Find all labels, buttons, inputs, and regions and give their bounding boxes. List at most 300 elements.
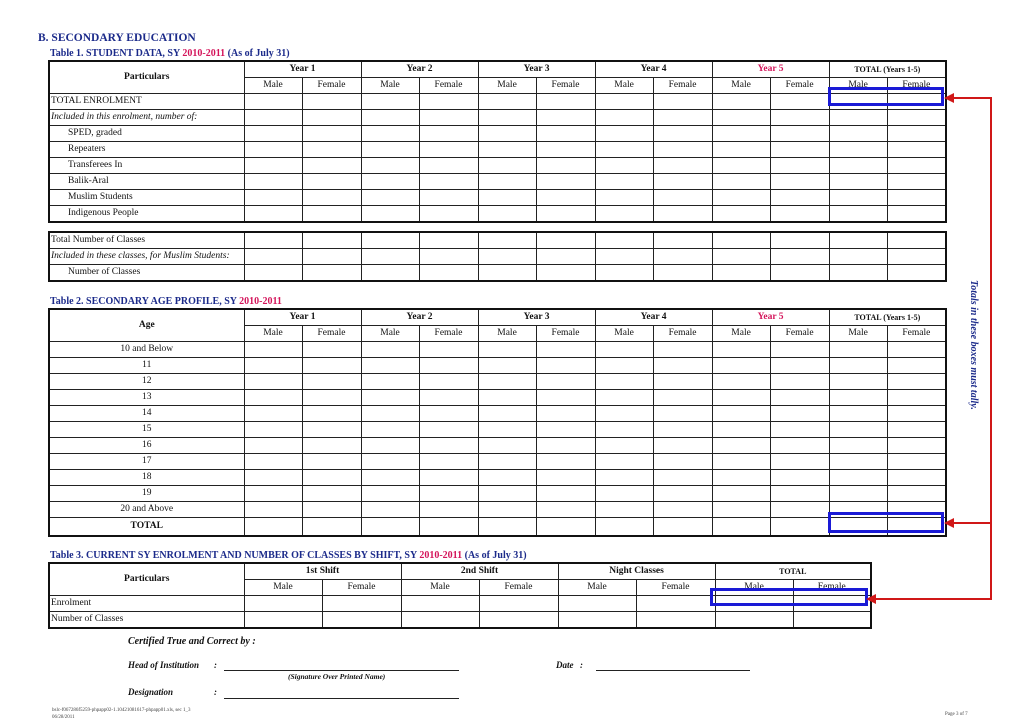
data-cell[interactable] — [419, 422, 478, 438]
data-cell[interactable] — [595, 174, 653, 190]
data-cell[interactable] — [478, 502, 536, 518]
data-cell[interactable] — [361, 374, 419, 390]
data-cell[interactable] — [770, 358, 829, 374]
data-cell[interactable] — [595, 232, 653, 249]
data-cell[interactable] — [770, 406, 829, 422]
data-cell[interactable] — [361, 470, 419, 486]
data-cell[interactable] — [536, 342, 595, 358]
data-cell[interactable] — [244, 422, 302, 438]
age-label: 15 — [49, 422, 244, 438]
data-cell[interactable] — [302, 486, 361, 502]
data-cell[interactable] — [829, 342, 887, 358]
data-cell[interactable] — [829, 390, 887, 406]
data-cell[interactable] — [595, 206, 653, 223]
data-cell[interactable] — [361, 422, 419, 438]
data-cell[interactable] — [829, 206, 887, 223]
data-cell[interactable] — [770, 110, 829, 126]
data-cell[interactable] — [478, 454, 536, 470]
data-cell[interactable] — [712, 190, 770, 206]
data-cell[interactable] — [770, 390, 829, 406]
data-cell[interactable] — [829, 232, 887, 249]
table-row — [49, 110, 946, 126]
data-cell[interactable] — [770, 518, 829, 536]
data-cell[interactable] — [887, 422, 946, 438]
designation-line[interactable] — [224, 698, 459, 699]
female-header: Female — [653, 78, 712, 94]
data-cell[interactable] — [595, 406, 653, 422]
data-cell[interactable] — [419, 158, 478, 174]
data-cell[interactable] — [887, 232, 946, 249]
data-cell[interactable] — [770, 454, 829, 470]
data-cell[interactable] — [361, 438, 419, 454]
data-cell[interactable] — [244, 126, 302, 142]
data-cell[interactable] — [636, 596, 715, 612]
data-cell[interactable] — [712, 232, 770, 249]
data-cell[interactable] — [244, 518, 302, 536]
data-cell[interactable] — [302, 142, 361, 158]
data-cell[interactable] — [712, 470, 770, 486]
data-cell[interactable] — [478, 94, 536, 110]
data-cell[interactable] — [793, 612, 871, 629]
data-cell[interactable] — [653, 249, 712, 265]
data-cell[interactable] — [244, 94, 302, 110]
data-cell[interactable] — [361, 110, 419, 126]
data-cell[interactable] — [478, 486, 536, 502]
data-cell[interactable] — [595, 454, 653, 470]
data-cell[interactable] — [361, 342, 419, 358]
data-cell[interactable] — [653, 94, 712, 110]
data-cell[interactable] — [595, 126, 653, 142]
year3-header: Year 3 — [478, 309, 595, 326]
data-cell[interactable] — [829, 265, 887, 282]
data-cell[interactable] — [558, 596, 636, 612]
data-cell[interactable] — [478, 374, 536, 390]
data-cell[interactable] — [401, 596, 479, 612]
female-header: Female — [479, 580, 558, 596]
data-cell[interactable] — [244, 596, 322, 612]
data-cell[interactable] — [419, 249, 478, 265]
data-cell[interactable] — [302, 174, 361, 190]
data-cell[interactable] — [361, 190, 419, 206]
data-cell[interactable] — [653, 158, 712, 174]
data-cell[interactable] — [770, 486, 829, 502]
data-cell[interactable] — [244, 342, 302, 358]
data-cell[interactable] — [829, 454, 887, 470]
date-line[interactable] — [596, 670, 750, 671]
data-cell[interactable] — [244, 454, 302, 470]
data-cell[interactable] — [770, 422, 829, 438]
data-cell[interactable] — [712, 486, 770, 502]
data-cell[interactable] — [302, 454, 361, 470]
data-cell[interactable] — [479, 596, 558, 612]
data-cell[interactable] — [244, 438, 302, 454]
data-cell[interactable] — [244, 470, 302, 486]
data-cell[interactable] — [478, 422, 536, 438]
data-cell[interactable] — [887, 190, 946, 206]
data-cell[interactable] — [536, 94, 595, 110]
data-cell[interactable] — [887, 454, 946, 470]
data-cell[interactable] — [244, 249, 302, 265]
data-cell[interactable] — [478, 110, 536, 126]
data-cell[interactable] — [302, 374, 361, 390]
data-cell[interactable] — [712, 110, 770, 126]
data-cell[interactable] — [419, 190, 478, 206]
data-cell[interactable] — [536, 249, 595, 265]
data-cell[interactable] — [712, 174, 770, 190]
data-cell[interactable] — [653, 406, 712, 422]
data-cell[interactable] — [478, 438, 536, 454]
data-cell[interactable] — [653, 110, 712, 126]
data-cell[interactable] — [419, 454, 478, 470]
data-cell[interactable] — [770, 232, 829, 249]
data-cell[interactable] — [401, 612, 479, 629]
data-cell[interactable] — [419, 232, 478, 249]
data-cell[interactable] — [829, 142, 887, 158]
data-cell[interactable] — [595, 518, 653, 536]
data-cell[interactable] — [302, 265, 361, 282]
data-cell[interactable] — [595, 249, 653, 265]
data-cell[interactable] — [302, 158, 361, 174]
data-cell[interactable] — [770, 174, 829, 190]
data-cell[interactable] — [536, 486, 595, 502]
data-cell[interactable] — [829, 470, 887, 486]
data-cell[interactable] — [595, 374, 653, 390]
data-cell[interactable] — [829, 249, 887, 265]
data-cell[interactable] — [244, 206, 302, 223]
data-cell[interactable] — [887, 438, 946, 454]
data-cell[interactable] — [244, 110, 302, 126]
data-cell[interactable] — [595, 94, 653, 110]
data-cell[interactable] — [887, 206, 946, 223]
data-cell[interactable] — [653, 470, 712, 486]
data-cell[interactable] — [302, 502, 361, 518]
data-cell[interactable] — [887, 265, 946, 282]
data-cell[interactable] — [536, 518, 595, 536]
data-cell[interactable] — [595, 358, 653, 374]
data-cell[interactable] — [361, 249, 419, 265]
data-cell[interactable] — [595, 342, 653, 358]
data-cell[interactable] — [361, 390, 419, 406]
data-cell[interactable] — [478, 190, 536, 206]
data-cell[interactable] — [244, 174, 302, 190]
data-cell[interactable] — [653, 454, 712, 470]
data-cell[interactable] — [770, 438, 829, 454]
data-cell[interactable] — [302, 342, 361, 358]
data-cell[interactable] — [829, 158, 887, 174]
data-cell[interactable] — [244, 502, 302, 518]
data-cell[interactable] — [536, 174, 595, 190]
data-cell[interactable] — [302, 126, 361, 142]
data-cell[interactable] — [653, 265, 712, 282]
data-cell[interactable] — [770, 158, 829, 174]
data-cell[interactable] — [770, 190, 829, 206]
data-cell[interactable] — [536, 454, 595, 470]
data-cell[interactable] — [361, 265, 419, 282]
data-cell[interactable] — [887, 486, 946, 502]
data-cell[interactable] — [302, 94, 361, 110]
data-cell[interactable] — [322, 612, 401, 629]
data-cell[interactable] — [419, 206, 478, 223]
table-row — [49, 612, 871, 629]
data-cell[interactable] — [770, 142, 829, 158]
data-cell[interactable] — [244, 406, 302, 422]
data-cell[interactable] — [712, 502, 770, 518]
data-cell[interactable] — [653, 390, 712, 406]
data-cell[interactable] — [302, 390, 361, 406]
data-cell[interactable] — [478, 158, 536, 174]
data-cell[interactable] — [770, 265, 829, 282]
data-cell[interactable] — [536, 158, 595, 174]
data-cell[interactable] — [478, 518, 536, 536]
data-cell[interactable] — [887, 342, 946, 358]
data-cell[interactable] — [536, 232, 595, 249]
data-cell[interactable] — [653, 174, 712, 190]
data-cell[interactable] — [712, 438, 770, 454]
data-cell[interactable] — [712, 158, 770, 174]
tally-connector-bottom — [874, 598, 992, 600]
data-cell[interactable] — [536, 142, 595, 158]
data-cell[interactable] — [302, 206, 361, 223]
data-cell[interactable] — [829, 374, 887, 390]
signature-caption: (Signature Over Printed Name) — [288, 672, 386, 681]
data-cell[interactable] — [244, 190, 302, 206]
data-cell[interactable] — [361, 158, 419, 174]
data-cell[interactable] — [419, 94, 478, 110]
data-cell[interactable] — [419, 174, 478, 190]
data-cell[interactable] — [887, 142, 946, 158]
data-cell[interactable] — [829, 110, 887, 126]
data-cell[interactable] — [653, 422, 712, 438]
data-cell[interactable] — [478, 126, 536, 142]
data-cell[interactable] — [478, 390, 536, 406]
data-cell[interactable] — [712, 518, 770, 536]
data-cell[interactable] — [478, 406, 536, 422]
data-cell[interactable] — [302, 518, 361, 536]
data-cell[interactable] — [478, 265, 536, 282]
data-cell[interactable] — [770, 206, 829, 223]
data-cell[interactable] — [244, 265, 302, 282]
data-cell[interactable] — [715, 612, 793, 629]
data-cell[interactable] — [536, 502, 595, 518]
data-cell[interactable] — [636, 612, 715, 629]
data-cell[interactable] — [536, 438, 595, 454]
data-cell[interactable] — [478, 249, 536, 265]
data-cell[interactable] — [558, 612, 636, 629]
data-cell[interactable] — [361, 94, 419, 110]
data-cell[interactable] — [770, 342, 829, 358]
data-cell[interactable] — [829, 126, 887, 142]
data-cell[interactable] — [712, 422, 770, 438]
head-signature-line[interactable] — [224, 670, 459, 671]
data-cell[interactable] — [653, 142, 712, 158]
data-cell[interactable] — [361, 142, 419, 158]
data-cell[interactable] — [244, 612, 322, 629]
data-cell[interactable] — [302, 422, 361, 438]
data-cell[interactable] — [887, 158, 946, 174]
data-cell[interactable] — [653, 342, 712, 358]
data-cell[interactable] — [419, 406, 478, 422]
data-cell[interactable] — [887, 358, 946, 374]
data-cell[interactable] — [712, 142, 770, 158]
data-cell[interactable] — [653, 358, 712, 374]
data-cell[interactable] — [244, 158, 302, 174]
data-cell[interactable] — [712, 374, 770, 390]
data-cell[interactable] — [595, 422, 653, 438]
data-cell[interactable] — [829, 174, 887, 190]
data-cell[interactable] — [361, 486, 419, 502]
data-cell[interactable] — [361, 358, 419, 374]
data-cell[interactable] — [829, 406, 887, 422]
data-cell[interactable] — [829, 190, 887, 206]
data-cell[interactable] — [712, 265, 770, 282]
data-cell[interactable] — [595, 438, 653, 454]
data-cell[interactable] — [887, 406, 946, 422]
data-cell[interactable] — [479, 612, 558, 629]
data-cell[interactable] — [653, 502, 712, 518]
data-cell[interactable] — [595, 110, 653, 126]
data-cell[interactable] — [536, 358, 595, 374]
data-cell[interactable] — [302, 190, 361, 206]
data-cell[interactable] — [887, 126, 946, 142]
data-cell[interactable] — [536, 110, 595, 126]
data-cell[interactable] — [595, 486, 653, 502]
data-cell[interactable] — [361, 206, 419, 223]
data-cell[interactable] — [478, 358, 536, 374]
data-cell[interactable] — [478, 206, 536, 223]
data-cell[interactable] — [887, 174, 946, 190]
data-cell[interactable] — [361, 502, 419, 518]
data-cell[interactable] — [419, 438, 478, 454]
data-cell[interactable] — [419, 342, 478, 358]
data-cell[interactable] — [536, 422, 595, 438]
data-cell[interactable] — [478, 232, 536, 249]
data-cell[interactable] — [653, 232, 712, 249]
data-cell[interactable] — [244, 232, 302, 249]
data-cell[interactable] — [536, 390, 595, 406]
data-cell[interactable] — [244, 486, 302, 502]
data-cell[interactable] — [712, 454, 770, 470]
table1-caption-prefix: Table 1. STUDENT DATA, SY — [50, 48, 183, 59]
data-cell[interactable] — [419, 486, 478, 502]
data-cell[interactable] — [712, 406, 770, 422]
data-cell[interactable] — [829, 358, 887, 374]
data-cell[interactable] — [361, 454, 419, 470]
data-cell[interactable] — [829, 422, 887, 438]
data-cell[interactable] — [829, 438, 887, 454]
data-cell[interactable] — [361, 232, 419, 249]
data-cell[interactable] — [770, 470, 829, 486]
data-cell[interactable] — [302, 438, 361, 454]
data-cell[interactable] — [653, 518, 712, 536]
data-cell[interactable] — [322, 596, 401, 612]
data-cell[interactable] — [887, 390, 946, 406]
data-cell[interactable] — [244, 142, 302, 158]
data-cell[interactable] — [419, 502, 478, 518]
data-cell[interactable] — [361, 126, 419, 142]
data-cell[interactable] — [419, 518, 478, 536]
data-cell[interactable] — [653, 438, 712, 454]
data-cell[interactable] — [653, 374, 712, 390]
data-cell[interactable] — [419, 470, 478, 486]
data-cell[interactable] — [244, 358, 302, 374]
data-cell[interactable] — [595, 158, 653, 174]
row-label: Indigenous People — [49, 206, 244, 223]
data-cell[interactable] — [595, 190, 653, 206]
data-cell[interactable] — [302, 110, 361, 126]
data-cell[interactable] — [419, 142, 478, 158]
data-cell[interactable] — [478, 470, 536, 486]
data-cell[interactable] — [770, 374, 829, 390]
data-cell[interactable] — [712, 126, 770, 142]
data-cell[interactable] — [478, 342, 536, 358]
data-cell[interactable] — [653, 486, 712, 502]
data-cell[interactable] — [712, 249, 770, 265]
data-cell[interactable] — [887, 249, 946, 265]
data-cell[interactable] — [712, 206, 770, 223]
data-cell[interactable] — [595, 470, 653, 486]
data-cell[interactable] — [361, 174, 419, 190]
data-cell[interactable] — [653, 126, 712, 142]
data-cell[interactable] — [361, 406, 419, 422]
data-cell[interactable] — [887, 470, 946, 486]
data-cell[interactable] — [244, 390, 302, 406]
data-cell[interactable] — [712, 342, 770, 358]
data-cell[interactable] — [712, 94, 770, 110]
data-cell[interactable] — [302, 358, 361, 374]
data-cell[interactable] — [536, 374, 595, 390]
data-cell[interactable] — [536, 470, 595, 486]
data-cell[interactable] — [770, 126, 829, 142]
data-cell[interactable] — [419, 110, 478, 126]
data-cell[interactable] — [536, 265, 595, 282]
data-cell[interactable] — [829, 486, 887, 502]
data-cell[interactable] — [887, 374, 946, 390]
data-cell[interactable] — [770, 94, 829, 110]
data-cell[interactable] — [302, 232, 361, 249]
data-cell[interactable] — [595, 142, 653, 158]
data-cell[interactable] — [302, 470, 361, 486]
data-cell[interactable] — [536, 406, 595, 422]
data-cell[interactable] — [712, 358, 770, 374]
row-label: Included in this enrolment, number of: — [49, 110, 244, 126]
data-cell[interactable] — [653, 206, 712, 223]
data-cell[interactable] — [595, 502, 653, 518]
data-cell[interactable] — [536, 190, 595, 206]
data-cell[interactable] — [244, 374, 302, 390]
data-cell[interactable] — [887, 110, 946, 126]
data-cell[interactable] — [419, 265, 478, 282]
data-cell[interactable] — [536, 206, 595, 223]
data-cell[interactable] — [595, 390, 653, 406]
data-cell[interactable] — [419, 374, 478, 390]
data-cell[interactable] — [536, 126, 595, 142]
data-cell[interactable] — [595, 265, 653, 282]
data-cell[interactable] — [361, 518, 419, 536]
table2-caption-year: 2010-2011 — [239, 296, 282, 307]
data-cell[interactable] — [770, 502, 829, 518]
data-cell[interactable] — [302, 249, 361, 265]
table-row — [49, 342, 946, 358]
data-cell[interactable] — [302, 406, 361, 422]
data-cell[interactable] — [770, 249, 829, 265]
data-cell[interactable] — [478, 142, 536, 158]
data-cell[interactable] — [712, 390, 770, 406]
data-cell[interactable] — [419, 126, 478, 142]
data-cell[interactable] — [478, 174, 536, 190]
data-cell[interactable] — [419, 390, 478, 406]
data-cell[interactable] — [653, 190, 712, 206]
data-cell[interactable] — [419, 358, 478, 374]
